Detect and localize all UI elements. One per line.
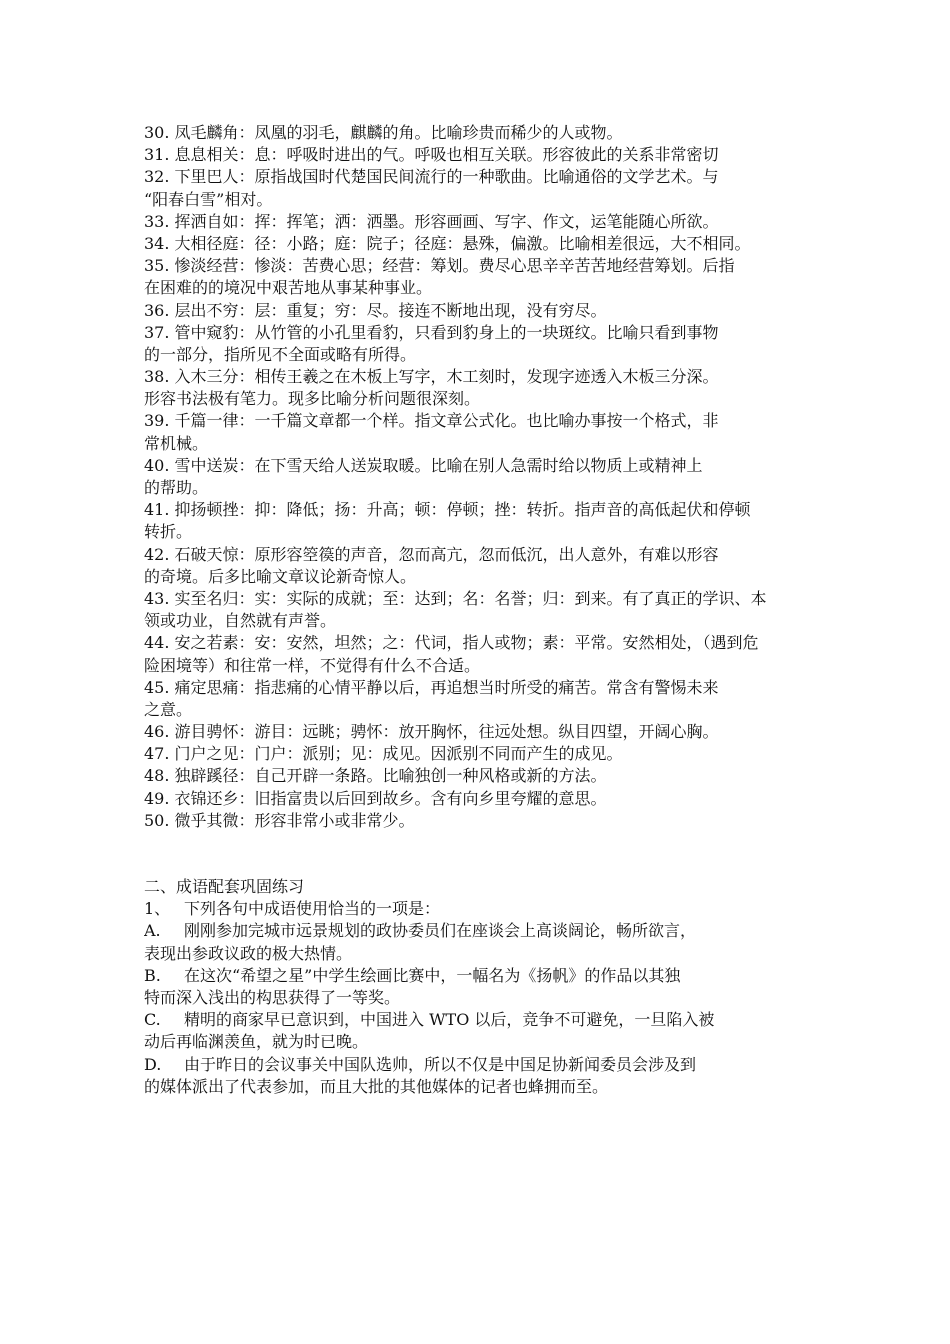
- option-text: 刚刚参加完城市远景规划的政协委员们在座谈会上高谈阔论，畅所欲言，: [184, 921, 697, 941]
- idiom-line: 30. 凤毛麟角：凤凰的羽毛，麒麟的角。比喻珍贵而稀少的人或物。: [144, 123, 623, 142]
- idiom-line: 的奇境。后多比喻文章议论新奇惊人。: [144, 566, 417, 586]
- option-first-line: [144, 965, 814, 987]
- idiom-line: 形容书法极有笔力。现多比喻分析问题很深刻。: [144, 389, 481, 409]
- idiom-entry: [144, 632, 814, 676]
- idiom-line: “阳春白雪”相对。: [144, 189, 273, 209]
- idiom-entry: [144, 122, 814, 144]
- idiom-entry: [144, 721, 814, 743]
- idiom-entry: [144, 410, 814, 454]
- idiom-line: 44. 安之若素：安：安然，坦然；之：代词，指人或物；素：平常。安然相处，（遇到危: [144, 633, 759, 653]
- idiom-line: 40. 雪中送炭：在下雪天给人送炭取暖。比喻在别人急需时给以物质上或精神上: [144, 455, 703, 475]
- section-gap: [144, 832, 814, 876]
- option-d: [144, 1054, 814, 1098]
- idiom-entry: [144, 765, 814, 787]
- idiom-entry: [144, 810, 814, 832]
- idiom-line: 转折。: [144, 522, 193, 542]
- option-b: [144, 965, 814, 1009]
- idiom-entry: [144, 211, 814, 233]
- option-letter: D.: [144, 1054, 162, 1074]
- option-text: 精明的商家早已意识到，中国进入 WTO 以后，竞争不可避免，一旦陷入被: [184, 1010, 715, 1030]
- idiom-line: 的一部分，指所见不全面或略有所得。: [144, 344, 417, 364]
- idiom-line: 36. 层出不穷：层：重复；穷：尽。接连不断地出现，没有穷尽。: [144, 300, 607, 320]
- option-continuation: 动后再临渊羡鱼，就为时已晚。: [144, 1032, 369, 1052]
- option-first-line: [144, 1009, 814, 1031]
- idiom-line: 33. 挥洒自如：挥：挥笔；洒：洒墨。形容画画、写字、作文，运笔能随心所欲。: [144, 211, 719, 231]
- option-letter: B.: [144, 965, 161, 985]
- idiom-line: 之意。: [144, 699, 193, 719]
- idiom-line: 32. 下里巴人：原指战国时代楚国民间流行的一种歌曲。比喻通俗的文学艺术。与: [144, 167, 719, 187]
- idiom-entry: [144, 588, 814, 632]
- option-a: [144, 920, 814, 964]
- option-list: [144, 920, 814, 1098]
- idiom-entry: [144, 788, 814, 810]
- idiom-entry: [144, 322, 814, 366]
- idiom-line: 47. 门户之见：门户：派别；见：成见。因派别不同而产生的成见。: [144, 744, 623, 764]
- idiom-line: 39. 千篇一律：一千篇文章都一个样。指文章公式化。也比喻办事按一个格式，非: [144, 411, 719, 431]
- option-first-line: [144, 920, 814, 942]
- idiom-entry: [144, 144, 814, 166]
- option-continuation: 特而深入浅出的构思获得了一等奖。: [144, 987, 401, 1007]
- idiom-line: 34. 大相径庭：径：小路；庭：院子；径庭：悬殊，偏激。比喻相差很远，大不相同。: [144, 233, 751, 253]
- idiom-line: 37. 管中窥豹：从竹管的小孔里看豹，只看到豹身上的一块斑纹。比喻只看到事物: [144, 322, 719, 342]
- idiom-entry: [144, 743, 814, 765]
- option-first-line: [144, 1054, 814, 1076]
- idiom-line: 的帮助。: [144, 478, 209, 497]
- idiom-line: 38. 入木三分：相传王羲之在木板上写字，木工刻时，发现字迹透入木板三分深。: [144, 367, 719, 387]
- idiom-entry: [144, 366, 814, 410]
- option-text: 在这次“希望之星”中学生绘画比赛中，一幅名为《扬帆》的作品以其独: [184, 965, 681, 985]
- question-text: 下列各句中成语使用恰当的一项是：: [184, 899, 441, 919]
- idiom-entry: [144, 300, 814, 322]
- question-number: 1、: [144, 899, 171, 919]
- idiom-entry: [144, 499, 814, 543]
- idiom-list: [144, 122, 814, 832]
- idiom-entry: [144, 455, 814, 499]
- idiom-line: 在困难的的境况中艰苦地从事某种事业。: [144, 278, 433, 298]
- idiom-line: 46. 游目骋怀：游目：远眺；骋怀：放开胸怀，往远处想。纵目四望，开阔心胸。: [144, 722, 719, 742]
- document-page: [144, 122, 814, 1098]
- idiom-line: 领或功业，自然就有声誉。: [144, 611, 337, 631]
- option-text: 由于昨日的会议事关中国队选帅，所以不仅是中国足协新闻委员会涉及到: [184, 1054, 697, 1074]
- option-letter: A.: [144, 921, 161, 941]
- idiom-entry: [144, 166, 814, 210]
- idiom-line: 43. 实至名归：实：实际的成就；至：达到；名：名誉；归：到来。有了真正的学识、本: [144, 588, 767, 608]
- idiom-line: 险困境等）和往常一样，不觉得有什么不合适。: [144, 655, 481, 675]
- idiom-line: 常机械。: [144, 433, 209, 453]
- idiom-line: 49. 衣锦还乡：旧指富贵以后回到故乡。含有向乡里夸耀的意思。: [144, 788, 607, 808]
- idiom-entry: [144, 255, 814, 299]
- option-continuation: 表现出参政议政的极大热情。: [144, 943, 353, 963]
- idiom-line: 45. 痛定思痛：指悲痛的心情平静以后，再追想当时所受的痛苦。常含有警惕未来: [144, 677, 719, 697]
- option-letter: C.: [144, 1010, 161, 1030]
- idiom-entry: [144, 233, 814, 255]
- idiom-line: 35. 惨淡经营：惨淡：苦费心思；经营：筹划。费尽心思辛辛苦苦地经营筹划。后指: [144, 256, 735, 276]
- option-c: [144, 1009, 814, 1053]
- idiom-entry: [144, 677, 814, 721]
- option-continuation: 的媒体派出了代表参加，而且大批的其他媒体的记者也蜂拥而至。: [144, 1076, 609, 1096]
- idiom-line: 50. 微乎其微：形容非常小或非常少。: [144, 810, 415, 830]
- idiom-entry: [144, 544, 814, 588]
- exercise-heading: 二、成语配套巩固练习: [144, 877, 305, 896]
- question-1: [144, 898, 814, 920]
- idiom-line: 31. 息息相关：息：呼吸时进出的气。呼吸也相互关联。形容彼此的关系非常密切: [144, 145, 719, 165]
- idiom-line: 42. 石破天惊：原形容箜篌的声音，忽而高亢，忽而低沉，出人意外，有难以形容: [144, 544, 719, 564]
- idiom-line: 48. 独辟蹊径：自己开辟一条路。比喻独创一种风格或新的方法。: [144, 766, 607, 786]
- idiom-line: 41. 抑扬顿挫：抑：降低；扬：升高；顿：停顿；挫：转折。指声音的高低起伏和停顿: [144, 500, 751, 520]
